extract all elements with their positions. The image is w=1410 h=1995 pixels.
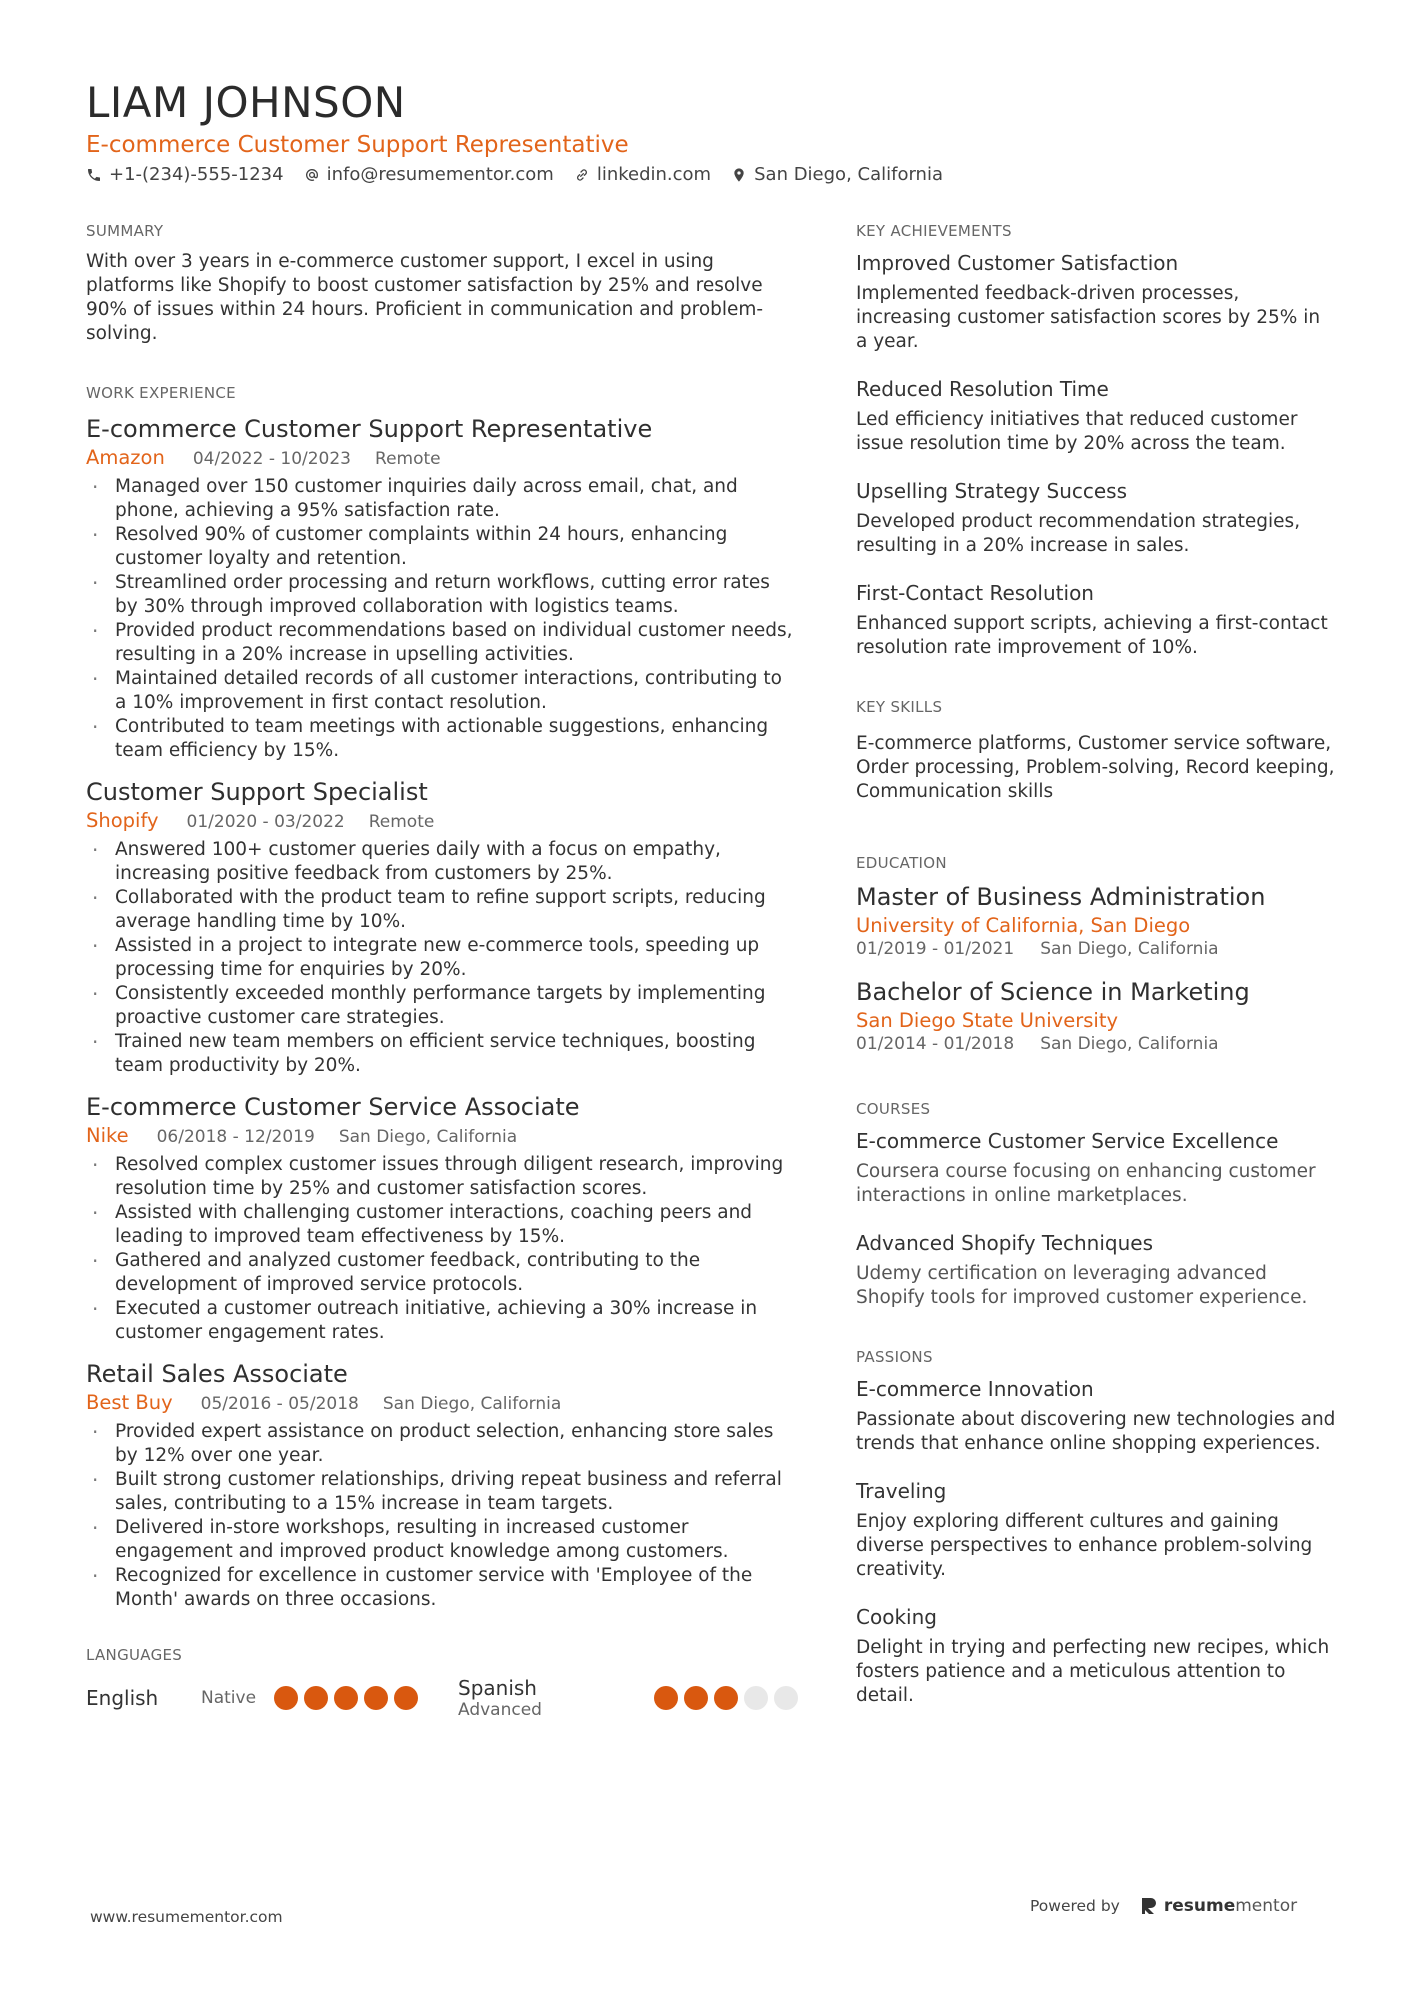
- job-meta: [86, 446, 798, 469]
- languages-row: [86, 1676, 798, 1720]
- course-desc: Udemy certification on leveraging advanced Shopify tools for improved customer experience.: [856, 1263, 1308, 1308]
- footer-website[interactable]: www.resumementor.com: [90, 1908, 283, 1926]
- achievement-title: Improved Customer Satisfaction: [856, 251, 1179, 275]
- job-meta: [86, 1124, 798, 1147]
- phone-text: +1-(234)-555-1234: [109, 164, 284, 185]
- job-dates: 01/2020 - 03/2022: [186, 812, 345, 832]
- achievement-item: [856, 250, 1336, 354]
- language-spanish: [458, 1676, 798, 1720]
- passion-item: [856, 1478, 1336, 1582]
- rating-dot: [364, 1686, 388, 1710]
- email-text[interactable]: info@resumementor.com: [326, 164, 554, 185]
- job-bullet: · Built strong customer relationships, driving repeat business and referral sales, contributing to a 15% increase in team targets.: [86, 1468, 798, 1516]
- courses-heading: COURSES: [856, 1100, 931, 1118]
- achievement-title: First-Contact Resolution: [856, 581, 1094, 605]
- job-bullets: [86, 475, 798, 763]
- experience-heading: WORK EXPERIENCE: [86, 384, 236, 402]
- job-bullet: · Trained new team members on efficient service techniques, boosting team productivity by 20%.: [86, 1030, 798, 1078]
- location-pin-icon: [731, 167, 747, 183]
- language-name: English: [86, 1686, 159, 1710]
- at-icon: [304, 167, 320, 183]
- passion-title: Traveling: [856, 1479, 947, 1503]
- language-level: Native: [201, 1688, 257, 1708]
- phone-icon: [86, 167, 102, 183]
- brand-bold: resume: [1163, 1896, 1236, 1916]
- education-item: [856, 882, 1336, 959]
- achievement-item: [856, 580, 1336, 660]
- languages-section: [86, 1646, 798, 1720]
- language-rating: [654, 1686, 798, 1710]
- rating-dot: [334, 1686, 358, 1710]
- job-bullet: · Gathered and analyzed customer feedback, contributing to the development of improved service protocols.: [86, 1249, 798, 1297]
- course-title: E-commerce Customer Service Excellence: [856, 1129, 1279, 1153]
- achievement-desc: Enhanced support scripts, achieving a first-contact resolution rate improvement of 10%.: [856, 613, 1328, 658]
- job-dates: 06/2018 - 12/2019: [156, 1127, 315, 1147]
- job-bullet: · Contributed to team meetings with actionable suggestions, enhancing team efficiency by 15%.: [86, 715, 798, 763]
- job-bullets: [86, 838, 798, 1078]
- passions-heading: PASSIONS: [856, 1348, 933, 1366]
- education-meta: [856, 939, 1336, 959]
- job-location: San Diego, California: [338, 1127, 518, 1147]
- job-entry: [86, 777, 798, 1078]
- education-item: [856, 977, 1336, 1054]
- job-bullet: · Provided expert assistance on product selection, enhancing store sales by 12% over one year.: [86, 1420, 798, 1468]
- job-location: Remote: [375, 449, 441, 469]
- job-bullet: · Resolved complex customer issues through diligent research, improving resolution time by 25% and customer satisfaction scores.: [86, 1153, 798, 1201]
- job-meta: [86, 1391, 798, 1414]
- passion-desc: Enjoy exploring different cultures and gaining diverse perspectives to enhance problem-solving creativity.: [856, 1511, 1313, 1580]
- job-bullets: [86, 1420, 798, 1612]
- passion-item: [856, 1376, 1336, 1456]
- contact-bar: [86, 164, 943, 185]
- contact-email[interactable]: [304, 164, 554, 185]
- education-school: University of California, San Diego: [856, 914, 1191, 937]
- education-dates: 01/2014 - 01/2018: [856, 1034, 1015, 1054]
- passion-title: E-commerce Innovation: [856, 1377, 1094, 1401]
- course-item: [856, 1230, 1336, 1310]
- left-column: [86, 222, 798, 1720]
- job-bullet: · Assisted in a project to integrate new e-commerce tools, speeding up processing time for enquiries by 20%.: [86, 934, 798, 982]
- job-location: Remote: [368, 812, 435, 832]
- passion-item: [856, 1604, 1336, 1708]
- job-entry: [86, 1359, 798, 1612]
- skills-text: E-commerce platforms, Customer service software, Order processing, Problem-solving, Record keeping, Communication skills: [856, 733, 1335, 802]
- courses-section: [856, 1100, 1336, 1310]
- candidate-name: LIAM JOHNSON: [86, 78, 406, 127]
- rating-dot: [744, 1686, 768, 1710]
- passion-desc: Passionate about discovering new technologies and trends that enhance online shopping experiences.: [856, 1409, 1336, 1454]
- passion-title: Cooking: [856, 1605, 937, 1629]
- education-location: San Diego, California: [1040, 1034, 1219, 1054]
- job-bullet: · Answered 100+ customer queries daily with a focus on empathy, increasing positive feedback from customers by 25%.: [86, 838, 798, 886]
- powered-by-label: Powered by: [1030, 1897, 1120, 1915]
- job-bullet: · Managed over 150 customer inquiries daily across email, chat, and phone, achieving a 95% satisfaction rate.: [86, 475, 798, 523]
- right-column: [856, 222, 1336, 1730]
- brand-rest: mentor: [1235, 1896, 1298, 1916]
- job-company: Amazon: [86, 446, 165, 469]
- course-desc: Coursera course focusing on enhancing customer interactions in online marketplaces.: [856, 1161, 1316, 1206]
- passion-desc: Delight in trying and perfecting new recipes, which fosters patience and a meticulous attention to detail.: [856, 1637, 1330, 1706]
- achievements-section: [856, 222, 1336, 660]
- job-bullet: · Assisted with challenging customer interactions, coaching peers and leading to improved team effectiveness by 15%.: [86, 1201, 798, 1249]
- footer-brand-area: [1030, 1896, 1297, 1916]
- job-company: Best Buy: [86, 1391, 173, 1414]
- summary-text: With over 3 years in e-commerce customer support, I excel in using platforms like Shopify to boost customer satisfaction by 25% and resolve 90% of issues within 24 hours. Proficient in communication and problem-solving.: [86, 251, 764, 344]
- experience-section: [86, 384, 798, 1612]
- contact-phone: [86, 164, 284, 185]
- course-title: Advanced Shopify Techniques: [856, 1231, 1154, 1255]
- job-bullet: · Maintained detailed records of all customer interactions, contributing to a 10% improvement in first contact resolution.: [86, 667, 798, 715]
- achievement-title: Upselling Strategy Success: [856, 479, 1128, 503]
- achievement-title: Reduced Resolution Time: [856, 377, 1109, 401]
- education-degree: Master of Business Administration: [856, 883, 1266, 911]
- education-dates: 01/2019 - 01/2021: [856, 939, 1015, 959]
- job-meta: [86, 809, 798, 832]
- location-text: San Diego, California: [754, 164, 943, 185]
- job-bullet: · Delivered in-store workshops, resulting in increased customer engagement and improved product knowledge among customers.: [86, 1516, 798, 1564]
- achievement-desc: Developed product recommendation strategies, resulting in a 20% increase in sales.: [856, 511, 1301, 556]
- rating-dot: [274, 1686, 298, 1710]
- job-bullet: · Resolved 90% of customer complaints within 24 hours, enhancing customer loyalty and retention.: [86, 523, 798, 571]
- languages-heading: LANGUAGES: [86, 1646, 183, 1664]
- education-school: San Diego State University: [856, 1009, 1119, 1032]
- achievement-desc: Implemented feedback-driven processes, increasing customer satisfaction scores by 25% in a year.: [856, 283, 1321, 352]
- education-meta: [856, 1034, 1336, 1054]
- linkedin-text[interactable]: linkedin.com: [596, 164, 712, 185]
- job-title: Customer Support Specialist: [86, 778, 428, 806]
- passions-section: [856, 1348, 1336, 1708]
- job-entry: [86, 414, 798, 763]
- job-bullet: · Provided product recommendations based on individual customer needs, resulting in a 20% increase in upselling activities.: [86, 619, 798, 667]
- language-label-stack: [458, 1676, 542, 1720]
- achievement-desc: Led efficiency initiatives that reduced customer issue resolution time by 20% across the team.: [856, 409, 1298, 454]
- achievement-item: [856, 478, 1336, 558]
- candidate-role: E-commerce Customer Support Representative: [86, 132, 629, 158]
- job-bullet: · Consistently exceeded monthly performance targets by implementing proactive customer care strategies.: [86, 982, 798, 1030]
- rating-dot: [774, 1686, 798, 1710]
- language-level: Advanced: [458, 1700, 542, 1720]
- education-location: San Diego, California: [1040, 939, 1219, 959]
- rating-dot: [394, 1686, 418, 1710]
- course-item: [856, 1128, 1336, 1208]
- summary-section: [86, 222, 798, 346]
- contact-linkedin[interactable]: [574, 164, 711, 185]
- job-location: San Diego, California: [382, 1394, 562, 1414]
- language-english: [86, 1686, 458, 1710]
- job-title: Retail Sales Associate: [86, 1360, 348, 1388]
- education-degree: Bachelor of Science in Marketing: [856, 978, 1250, 1006]
- language-name: Spanish: [458, 1676, 537, 1700]
- job-company: Nike: [86, 1124, 129, 1147]
- rating-dot: [304, 1686, 328, 1710]
- rating-dot: [654, 1686, 678, 1710]
- skills-section: [856, 698, 1336, 804]
- language-rating: [274, 1686, 418, 1710]
- job-title: E-commerce Customer Support Representative: [86, 415, 653, 443]
- job-company: Shopify: [86, 809, 159, 832]
- rating-dot: [684, 1686, 708, 1710]
- job-bullet: · Recognized for excellence in customer service with 'Employee of the Month' awards on three occasions.: [86, 1564, 798, 1612]
- achievement-item: [856, 376, 1336, 456]
- job-entry: [86, 1092, 798, 1345]
- link-icon: [574, 167, 590, 183]
- rating-dot: [714, 1686, 738, 1710]
- resumementor-logo-icon: [1140, 1896, 1158, 1916]
- summary-heading: SUMMARY: [86, 222, 164, 240]
- job-bullet: · Executed a customer outreach initiative, achieving a 30% increase in customer engagement rates.: [86, 1297, 798, 1345]
- education-heading: EDUCATION: [856, 854, 947, 872]
- job-dates: 04/2022 - 10/2023: [192, 449, 352, 469]
- job-bullet: · Streamlined order processing and return workflows, cutting error rates by 30% through improved collaboration with logistics teams.: [86, 571, 798, 619]
- brand-logo[interactable]: [1140, 1896, 1297, 1916]
- education-section: [856, 854, 1336, 1054]
- skills-heading: KEY SKILLS: [856, 698, 943, 716]
- job-bullets: [86, 1153, 798, 1345]
- job-title: E-commerce Customer Service Associate: [86, 1093, 580, 1121]
- job-bullet: · Collaborated with the product team to refine support scripts, reducing average handling time by 10%.: [86, 886, 798, 934]
- achievements-heading: KEY ACHIEVEMENTS: [856, 222, 1012, 240]
- contact-location: [731, 164, 943, 185]
- job-dates: 05/2016 - 05/2018: [200, 1394, 359, 1414]
